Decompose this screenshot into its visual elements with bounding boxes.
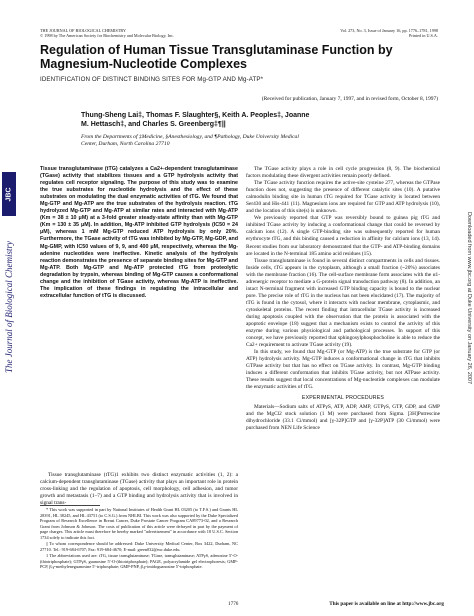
copyright-line: © 1998 by The American Society for Biochemistry and Molecular Biology, Inc. [40,33,174,39]
printed-in: Printed in U.S.A. [409,33,438,39]
article-title: Regulation of Human Tissue Transglutaminase Function by Magnesium-Nucleotide Complexes [40,43,393,71]
affiliation: From the Departments of ‡Medicine, §Anesthesiology, and ¶Pathology, Duke University Medical Center, Durham, North Carolina 27710 [81,134,299,147]
intro-right-column [246,166,440,432]
right-paragraph-4: Tissue transglutaminase is found in several distinct compartments in cells and tissues. Inside cells, tTG appears in the cytoplasm, although a small fraction (~20%) associates with the membrane fraction (16). The cell-surface membrane form associates with the α1-adrenergic receptor to mediate a G-protein signal transduction pathway (8). In addition, an intact N-terminal fragment with increased GTP binding capacity is bound to the nuclear pore. The precise role of tTG in the nucleus has not been elucidated (17). The majority of tTG is found in the cytosol, where it interacts with nuclear membrane, cytoplasmic, and cytoskeletal proteins. The recent finding that intracellular TGase activity is increased during apoptosis coupled with the observation that the protein is associated with the apoptotic envelope (18) suggest that a mechanism exists to control the activity of this enzyme during various physiological and pathological processes. In support of this concept, we have previously reported that sphingosylphosphocholine is able to reduce the Ca2+ requirement to activate TGase activity (19). [246,257,440,349]
footnote-rule [40,505,100,506]
journal-name-vertical: The Journal of Biological Chemistry [4,241,14,373]
article-subtitle: IDENTIFICATION OF DISTINCT BINDING SITES FOR Mg-GTP AND Mg-ATP* [40,76,264,83]
materials-paragraph: Materials—Sodium salts of ATPγS, ATP, ADP, AMP, GTPγS, GTP, GDP, and GMP and the MgCl2 stock solution (1 M) were purchased from Sigma. [3H]Putrescine dihydrochloride (33.1 Ci/mmol) and [γ-32P]GTP and [γ-32P]ATP (30 Ci/mmol) were purchased from NEN Life Science [246,403,440,431]
journal-logo: JBC [2,172,16,216]
right-paragraph-2: The TGase activity function requires the active-site cysteine 277, whereas the GTPase function does not, suggesting the presence of different catalytic sites (10). A putative calmodulin binding site in human tTG required for TGase activity is located between Ser430 and His-441 (11). Magnesium ions are required for GTP and ATP hydrolysis (10), and the location of this site(s) is unknown. [246,180,440,215]
intro-left-column [40,472,238,507]
abstract: Tissue transglutaminase (tTG) catalyzes a Ca2+-dependent transglutaminase (TGase) activity that stabilizes tissues and a GTP hydrolysis activity that regulates cell receptor signaling. The purpose of this study was to examine the true substrates for nucleotide hydrolysis and the effect of these substrates on modulating the dual enzymatic activities of tTG. We found that Mg-GTP and Mg-ATP are the true substrates of the hydrolysis reaction. tTG hydrolyzed Mg-GTP and Mg-ATP at similar rates and interacted with Mg-ATP (Km = 38 ± 10 μM) at a 3-fold greater steady-state affinity than with Mg-GTP (Km = 130 ± 35 μM). In addition, Mg-ATP inhibited GTP hydrolysis (IC50 = 24 μM), whereas 1 mM Mg-GTP reduced ATP hydrolysis by only 20%. Furthermore, the TGase activity of tTG was inhibited by Mg-GTP, Mg-GDP, and Mg-GMP, with IC50 values of 9, 9, and 400 μM, respectively, whereas the Mg-adenine nucleotides were ineffective. Kinetic analysis of the hydrolysis reaction demonstrates the presence of separate binding sites for Mg-GTP and Mg-ATP. Both Mg-GTP and Mg-ATP protected tTG from proteolytic degradation by trypsin, whereas binding of Mg-GTP causes a conformational change and the inhibition of TGase activity, whereas Mg-ATP is ineffective. The implication of these findings in regulating the intracellular and extracellular function of tTG is discussed. [40,166,238,299]
abbreviations-footnote: 1 The abbreviations used are: tTG, tissue transglutaminase; TGase, transglutaminase; ATPγS, adenosine 5′-O-(thiotriphosphate); GTPγS, guanosine 5′-O-(thiotriphosphate); PAGE, polyacrylamide gel electrophoresis; GMP-PCP, β,γ-methyleneguanosine 5′-triphosphate; GMP-PNP, β,γ-imidoguanosine 5′-triphosphate. [40,553,238,569]
journal-header-right [262,28,438,38]
received-date: (Received for publication, January 7, 1997, and in revised form, October 8, 1997) [261,96,438,102]
journal-name-header: THE JOURNAL OF BIOLOGICAL CHEMISTRY [40,28,126,33]
journal-sidebar [0,0,17,616]
page-number: 1776 [228,601,239,607]
footnotes [40,507,238,571]
online-note: This paper is available on line at http://www.jbc.org [329,601,444,607]
right-paragraph-3: We previously reported that GTP was reversibly bound to guinea pig tTG and inhibited TGase activity by inducing a conformational change that could be reversed by calcium ions (12). A single GTP-binding site was subsequently reported for human erythrocyte tTG, and this binding caused a reduction in affinity for calcium ions (13, 14). Recent studies from our laboratory demonstrated that the GTP- and ATP-binding domains are located in the N-terminal 185 amino acid residues (15). [246,215,440,257]
intro-paragraph: Tissue transglutaminase (tTG)1 exhibits two distinct enzymatic activities (1, 2): a calcium-dependent transglutaminase (TGase) activity that plays an important role in protein cross-linking and the regulation of apoptosis, cell morphology, cell adhesion, and tumor growth and metastasis (1–7) and a GTP binding and hydrolysis activity that is involved in signal trans- [40,472,238,507]
download-note: Downloaded from www.jbc.org at Duke University on January 26, 2007 [466,211,472,385]
right-paragraph-1: The TGase activity plays a role in cell cycle progression (8, 9). The biochemical factors modulating these divergent activities remain poorly defined. [246,166,440,180]
correspondence-footnote: || To whom correspondence should be addressed: Duke University Medical Center, Box 3422, Durham, NC 27710. Tel.: 919-684-6707; Fax: 919-684-4670; E-mail: green032@mc.duke.edu. [40,541,238,552]
journal-header-left [40,28,260,38]
author-list: Thung-Sheng Lai‡, Thomas F. Slaughter§, Keith A. Peoples‡, Joanne M. Hettasch‡, and Charles S. Greenberg‡¶|| [81,112,310,128]
section-heading: EXPERIMENTAL PROCEDURES [301,394,385,401]
right-paragraph-5: In this study, we found that Mg-GTP (or Mg-ATP) is the true substrate for GTP (or ATP) hydrolysis activity. Mg-GTP induces a conformational change in tTG that inhibits GTPase activity but that has no effect on TGase activity. In contrast, Mg-GTP binding induces a different conformation that inhibits TGase activity, but not ATPase activity. These results suggest that local concentrations of Mg-nucleotide complexes can modulate the enzymatic activities of tTG. [246,349,440,391]
funding-footnote: * This work was supported in part by National Institutes of Health Grant HL 03205 (to T.F.S.) and Grants HL 28391, HL 38245, and HL 43751 (to C.S.G.) from NHLBI. This work was also supported by the Duke Specialized Program of Research Excellence in Breast Cancer, Duke Prostate Cancer Program CA89773-02, and a Research Grant from Johnson & Johnson. The costs of publication of this article were defrayed in part by the payment of page charges. This article must therefore be hereby marked "advertisement" in accordance with 18 U.S.C. Section 1734 solely to indicate this fact. [40,507,238,540]
volume-issue: Vol. 273, No. 3, Issue of January 16, pp. 1776–1781, 1998 [340,28,438,33]
